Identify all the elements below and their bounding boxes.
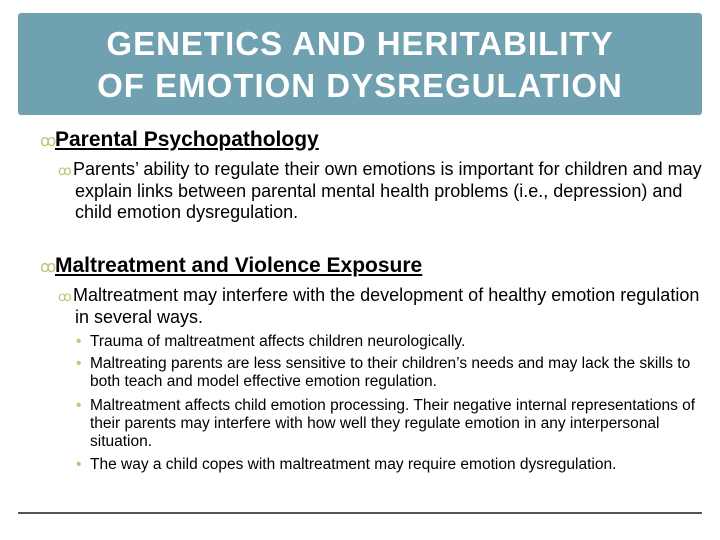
curl-bullet-icon: ꝏ [58,289,72,304]
list-item [76,397,710,451]
list-item-text: The way a child copes with maltreatment may require emotion dysregulation. [90,456,617,473]
list-item [76,355,710,391]
list-item-text: Maltreating parents are less sensitive to their children’s needs and may lack the skills to both teach and model effective emotion regulation. [90,355,691,390]
parental-text [58,159,705,223]
list-item [76,333,710,351]
list-item [76,456,710,474]
list-item-text: Maltreatment affects child emotion processing. Their negative internal representations of their parents may interfere with how well they regulate emotion in any interpersonal situation. [90,397,696,450]
curl-bullet-icon: ꝏ [40,133,57,150]
heading-text: Maltreatment and Violence Exposure [55,254,423,277]
list-item-text: Trauma of maltreatment affects children neurologically. [90,333,466,350]
title-line-2: OF EMOTION DYSREGULATION [97,67,623,104]
dot-bullet-icon: • [76,333,82,350]
dot-bullet-icon: • [76,397,82,414]
heading-text: Parental Psychopathology [55,128,319,151]
curl-bullet-icon: ꝏ [40,259,57,276]
dot-bullet-icon: • [76,355,82,372]
footer-divider [18,512,702,514]
maltreatment-text [58,285,705,328]
curl-bullet-icon: ꝏ [58,163,72,178]
title-line-1: GENETICS AND HERITABILITY [106,25,614,62]
paragraph-text: Maltreatment may interfere with the development of healthy emotion regulation in several ways. [73,285,700,327]
heading-maltreatment [40,254,422,278]
heading-parental-psychopathology [40,128,319,152]
paragraph-text: Parents’ ability to regulate their own emotions is important for children and may explain links between parental mental health problems (i.e., depression) and child emotion dysregulation. [73,159,702,222]
slide-title [18,13,702,115]
dot-bullet-icon: • [76,456,82,473]
